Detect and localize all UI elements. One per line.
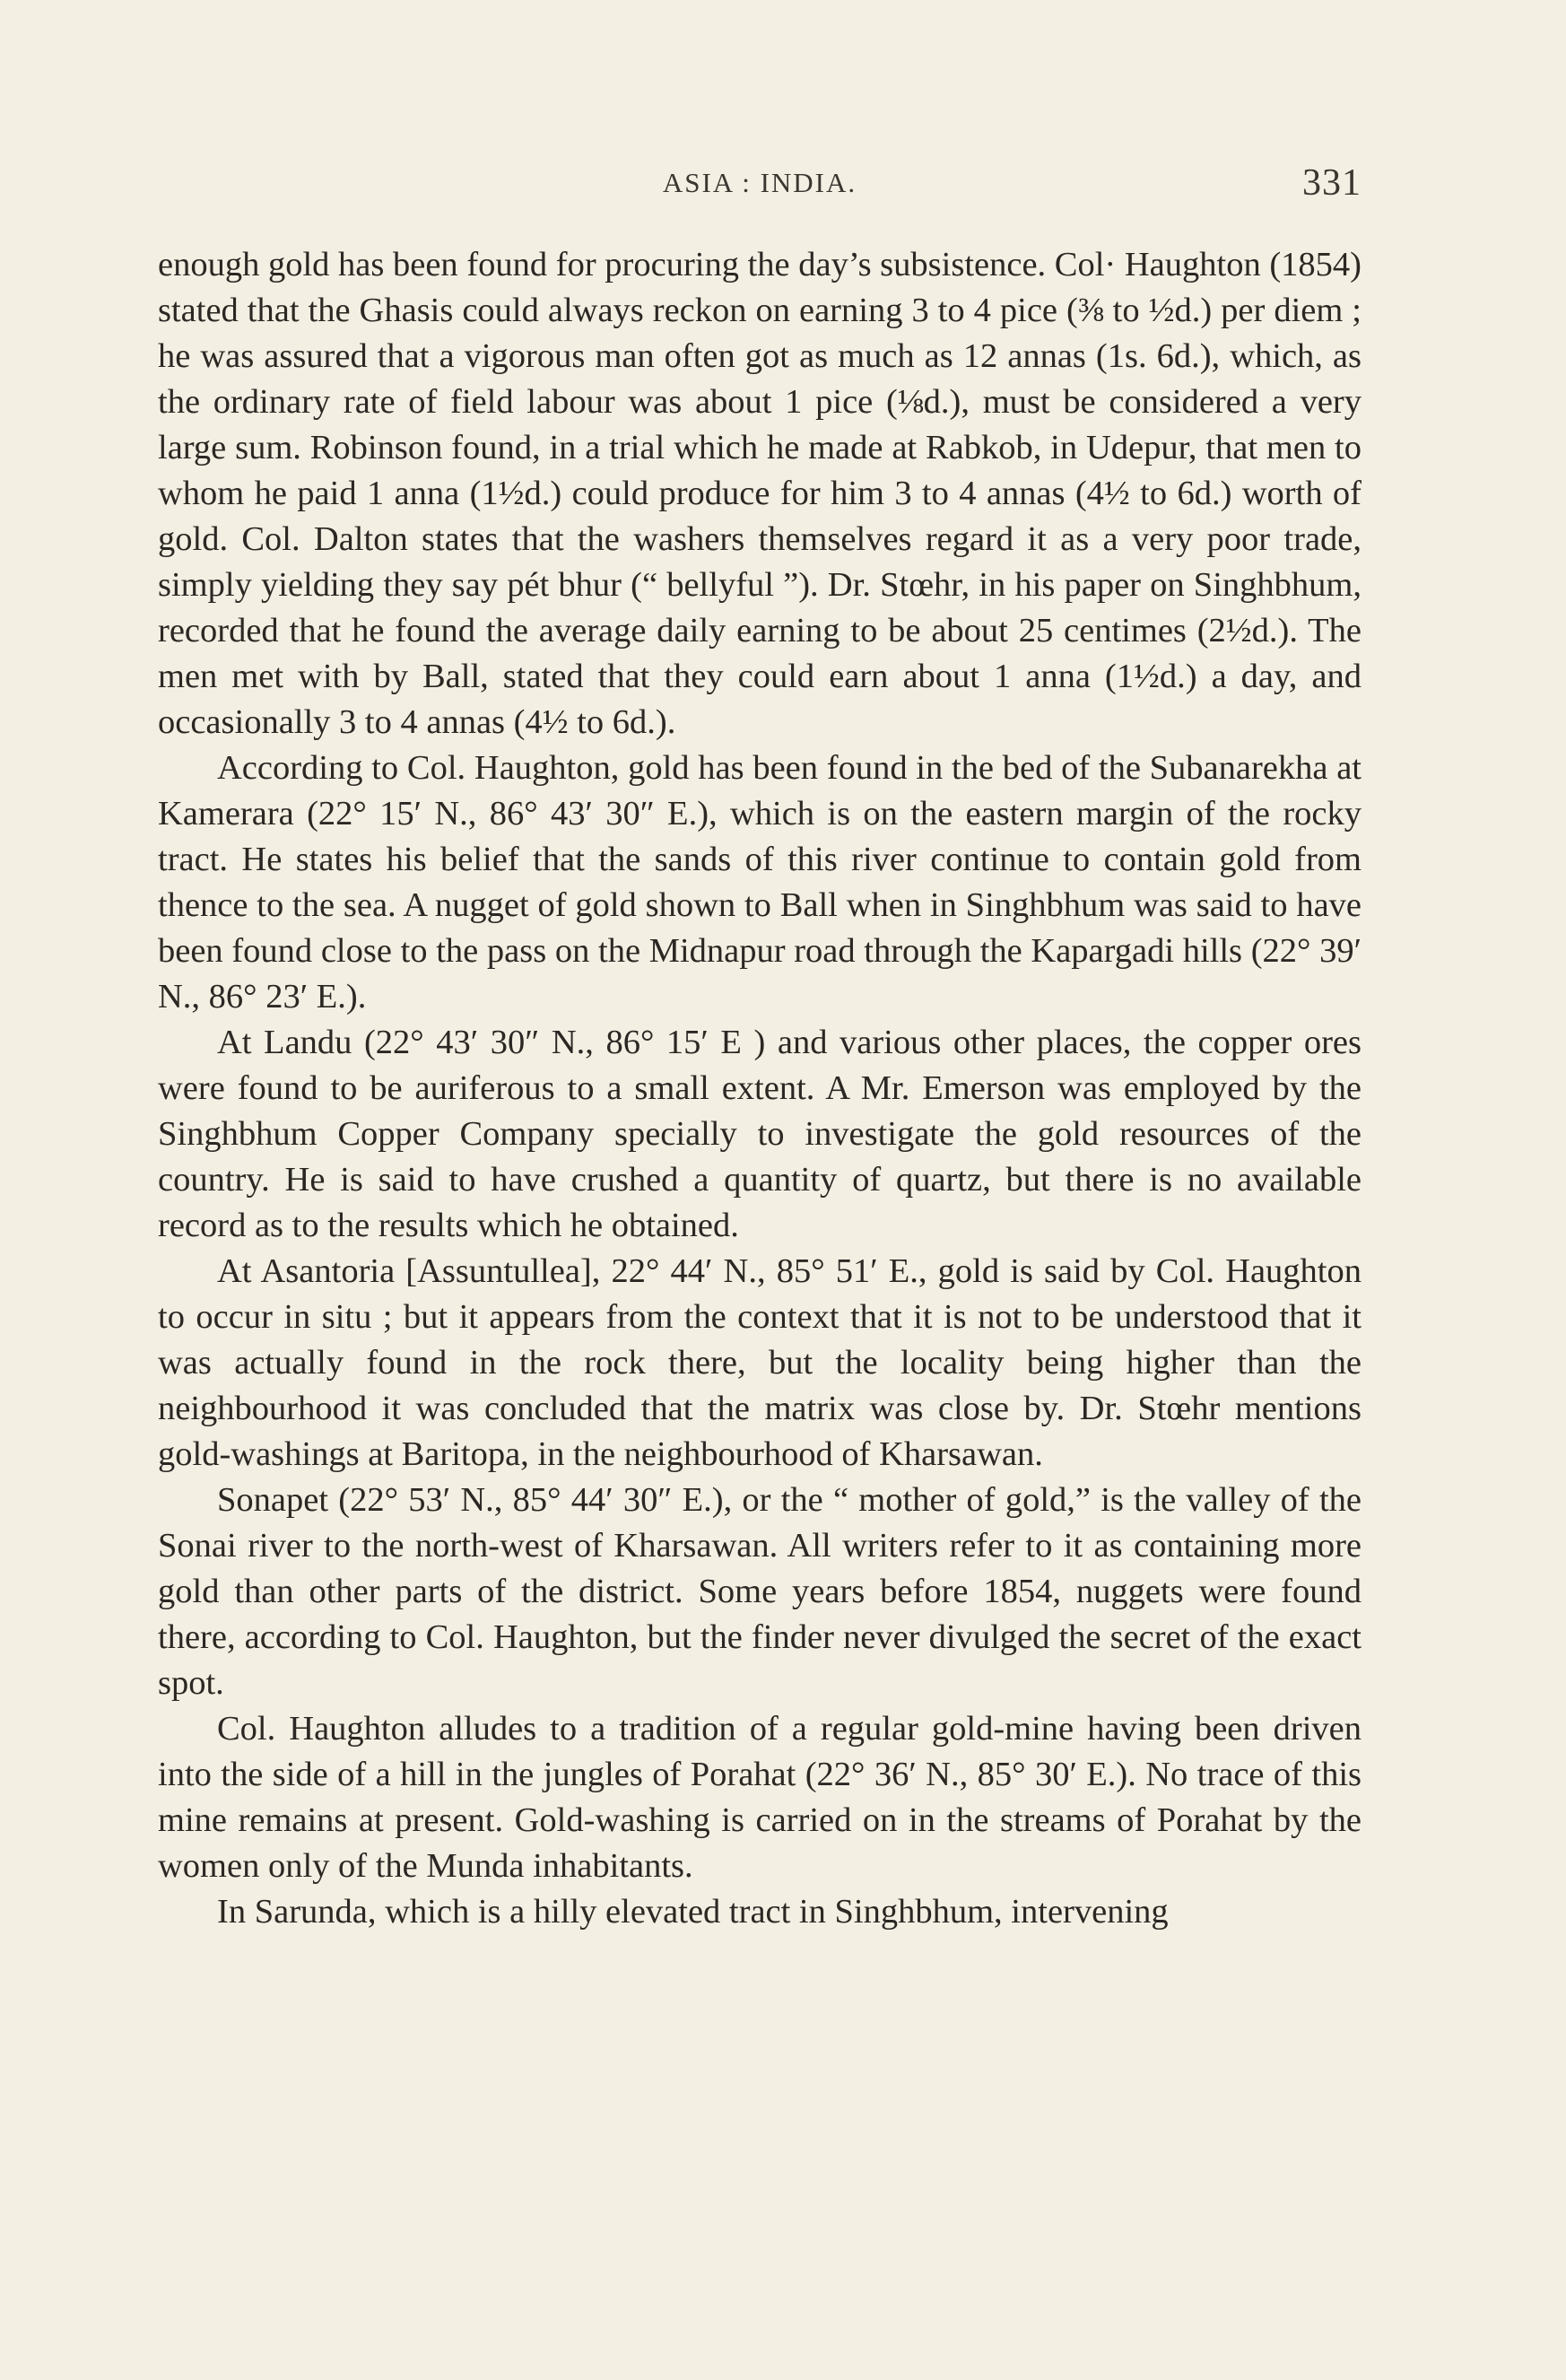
page-number: 331 — [1302, 162, 1362, 204]
paragraph-porahat: Col. Haughton alludes to a tradition of a regular gold-mine having been driven into the side of a hill in the jungles of Porahat (22° 36′ N., 85° 30′ E.). No trace of this mine remains at present. Gold-washing is carried on in the streams of Porahat by the women only of the Munda inhabitants. — [158, 1710, 1362, 1885]
paragraph-asantoria: At Asantoria [Assuntullea], 22° 44′ N., 85° 51′ E., gold is said by Col. Haughton to occur in situ ; but it appears from the context that it is not to be understood that it was actually found in the rock there, but the locality being higher than the neighbourhood it was concluded that the matrix was close by. Dr. Stœhr mentions gold-washings at Baritopa, in the neighbourhood of Kharsawan. — [158, 1252, 1362, 1473]
paragraph-sonapet: Sonapet (22° 53′ N., 85° 44′ 30″ E.), or the “ mother of gold,” is the valley of the Sonai river to the north-west of Kharsawan. All writers refer to it as containing more gold than other parts of the district. Some years before 1854, nuggets were found there, according to Col. Haughton, but the finder never divulged the secret of the exact spot. — [158, 1481, 1362, 1702]
paragraph-sarunda: In Sarunda, which is a hilly elevated tract in Singhbhum, intervening — [217, 1893, 1169, 1931]
paragraph-continued: enough gold has been found for procuring the day’s subsistence. Col· Haughton (1854) stated that the Ghasis could always reckon on earning 3 to 4 pice (⅜ to ½d.) per diem ; he was assured that a vigorous man often got as much as 12 annas (1s. 6d.), which, as the ordinary rate of field labour was about 1 pice (⅛d.), must be considered a very large sum. Robinson found, in a trial which he made at Rabkob, in Udepur, that men to whom he paid 1 anna (1½d.) could produce for him 3 to 4 annas (4½ to 6d.) worth of gold. Col. Dalton states that the washers themselves regard it as a very poor trade, simply yielding they say pét bhur (“ bellyful ”). Dr. Stœhr, in his paper on Singhbhum, recorded that he found the average daily earning to be about 25 centimes (2½d.). The men met with by Ball, stated that they could earn about 1 anna (1½d.) a day, and occasionally 3 to 4 annas (4½ to 6d.). — [158, 246, 1362, 741]
paragraph-landu: At Landu (22° 43′ 30″ N., 86° 15′ E ) and various other places, the copper ores were found to be auriferous to a small extent. A Mr. Emerson was employed by the Singhbhum Copper Company specially to investigate the gold resources of the country. He is said to have crushed a quantity of quartz, but there is no available record as to the results which he obtained. — [158, 1024, 1362, 1244]
running-title: ASIA : INDIA. — [662, 167, 857, 198]
paragraph-kamerara: According to Col. Haughton, gold has been found in the bed of the Subanarekha at Kamerara (22° 15′ N., 86° 43′ 30″ E.), which is on the eastern margin of the rocky tract. He states his belief that the sands of this river continue to contain gold from thence to the sea. A nugget of gold shown to Ball when in Singhbhum was said to have been found close to the pass on the Midnapur road through the Kapargadi hills (22° 39′ N., 86° 23′ E.). — [158, 749, 1362, 1016]
body-text — [158, 242, 1362, 1935]
running-head — [158, 161, 1362, 206]
